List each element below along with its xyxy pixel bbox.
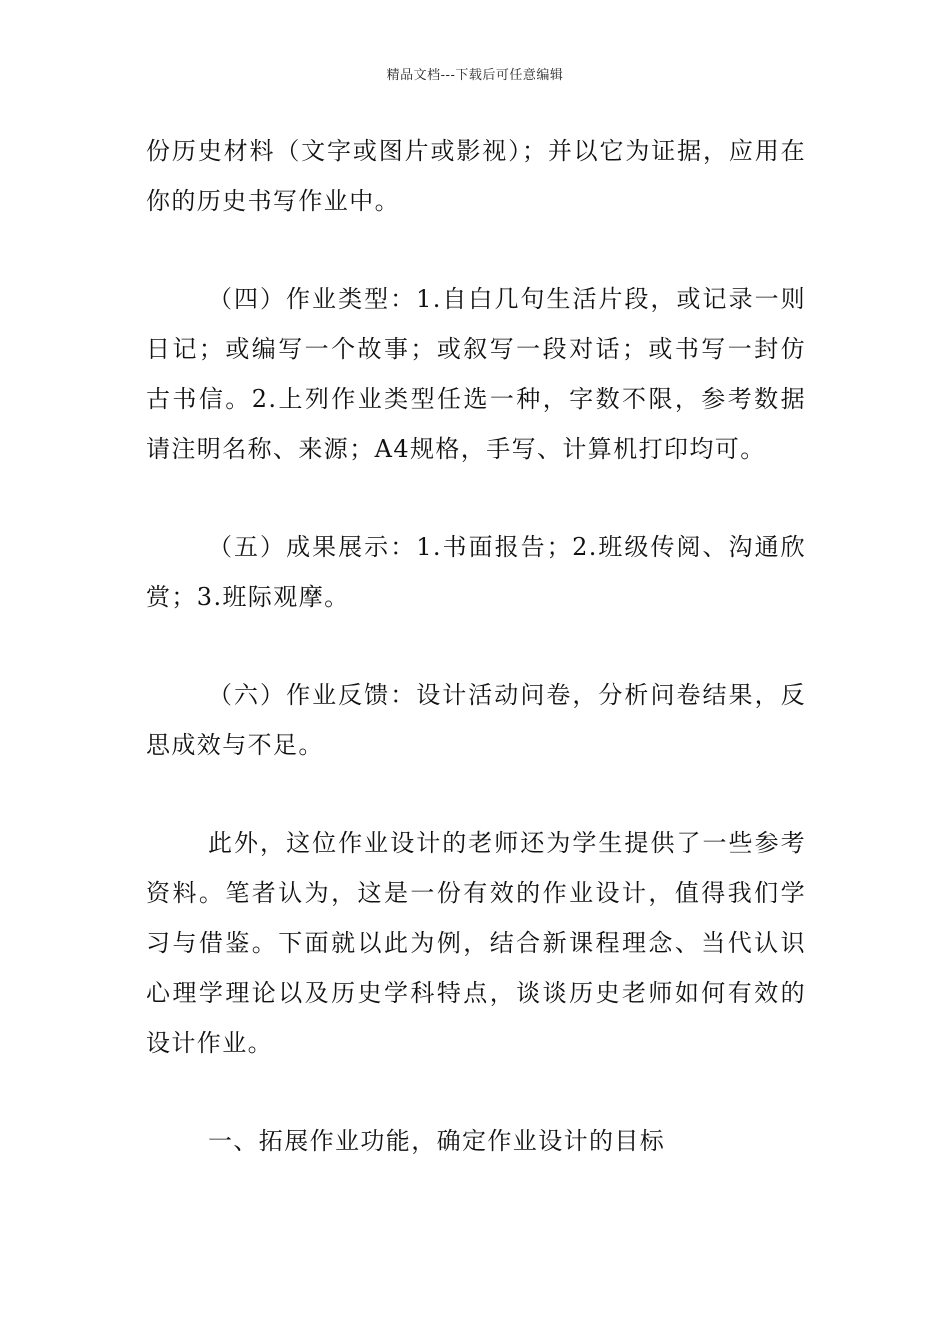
paragraph-gap <box>146 622 806 670</box>
paragraph-homework-type: （四）作业类型：1.自白几句生活片段，或记录一则日记；或编写一个故事；或叙写一段对话；或书写一封仿古书信。2.上列作业类型任选一种，字数不限，参考数据请注明名称、来源；A4规格，手写、计算机打印均可。 <box>146 285 806 463</box>
page-header: 精品文档---下载后可任意编辑 <box>386 68 564 83</box>
paragraph-gap <box>146 474 806 522</box>
paragraph-continuation: 份历史材料（文字或图片或影视）；并以它为证据，应用在你的历史书写作业中。 <box>146 137 806 215</box>
paragraph-commentary: 此外，这位作业设计的老师还为学生提供了一些参考资料。笔者认为，这是一份有效的作业设计，值得我们学习与借鉴。下面就以此为例，结合新课程理念、当代认识心理学理论以及历史学科特点，谈谈历史老师如何有效的设计作业。 <box>146 829 806 1057</box>
paragraph-results-display: （五）成果展示：1.书面报告；2.班级传阅、沟通欣赏；3.班际观摩。 <box>146 533 806 611</box>
paragraph-gap <box>146 226 806 274</box>
paragraph-gap <box>146 1068 806 1116</box>
document-body <box>146 126 806 1166</box>
paragraph-homework-feedback: （六）作业反馈：设计活动问卷，分析问卷结果，反思成效与不足。 <box>146 681 806 759</box>
paragraph-gap <box>146 770 806 818</box>
section-heading: 一、拓展作业功能，确定作业设计的目标 <box>208 1127 666 1155</box>
